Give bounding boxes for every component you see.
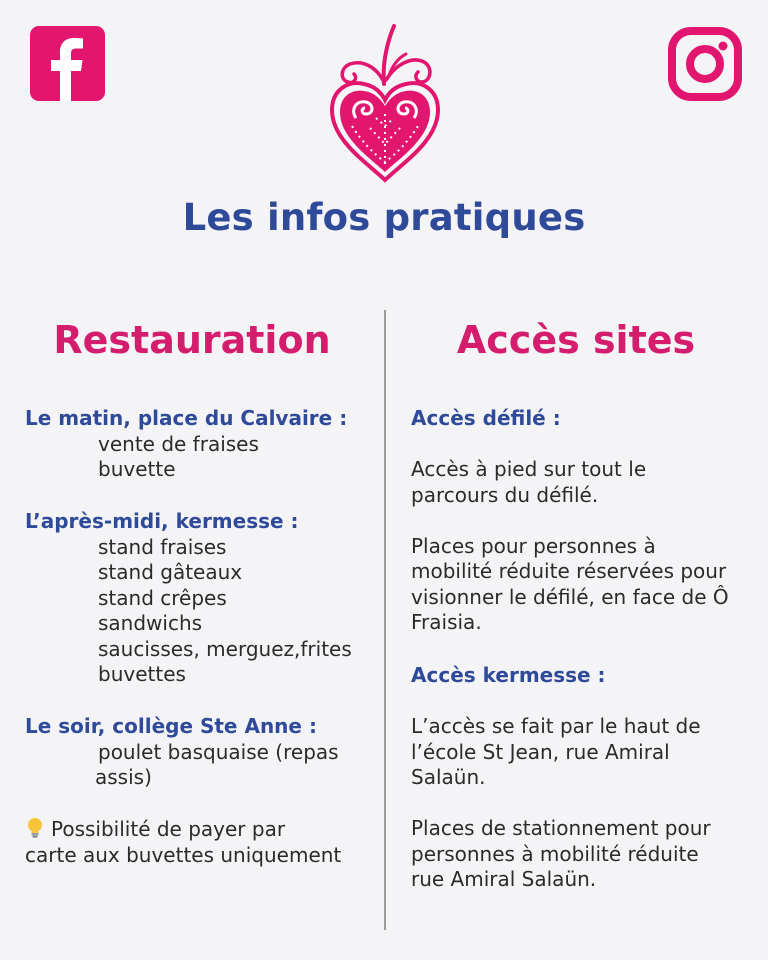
paragraph-line: parcours du défilé. [411,482,599,507]
paragraph-line: visionner le défilé, en face de Ô [411,584,729,609]
paragraph-line: personnes à mobilité réduite [411,841,699,866]
restauration-heading: Restauration [53,318,331,362]
acces-defile-title: Accès défilé : [411,406,561,430]
paragraph-line: rue Amiral Salaün. [411,867,597,891]
list-item: vente de fraises [98,431,259,456]
list-item: buvette [98,457,176,481]
page-title: Les infos pratiques [182,196,586,239]
acces-kermesse-section [411,663,711,893]
paragraph-line: Places pour personnes à [411,533,656,558]
paragraph-line: mobilité réduite réservées pour [411,559,727,583]
afternoon-section [25,509,352,688]
paragraph-line: l’école St Jean, rue Amiral [411,739,670,764]
payment-line-1: Possibilité de payer par [51,817,286,841]
payment-note [25,817,341,868]
paragraph-line: Salaün. [411,765,486,789]
facebook-icon[interactable] [30,26,105,101]
list-item: stand gâteaux [98,560,243,584]
instagram-icon[interactable] [668,27,742,101]
acces-kermesse-title: Accès kermesse : [411,663,606,687]
list-item: stand crêpes [98,585,227,610]
acces-heading: Accès sites [456,318,696,362]
evening-title: Le soir, collège Ste Anne : [25,714,317,738]
strawberry-heart-icon [326,22,444,184]
list-item: buvettes [98,662,186,686]
morning-section [25,406,347,483]
list-item: assis) [95,765,152,789]
list-item: sandwichs [98,611,203,635]
paragraph-line: Accès à pied sur tout le [411,457,647,481]
column-divider [384,310,386,930]
paragraph-line: Fraisia. [411,610,482,634]
list-item: saucisses, merguez,frites [98,636,352,661]
evening-section [25,714,339,791]
list-item: poulet basquaise (repas [98,739,339,764]
acces-defile-section [411,406,729,636]
list-item: stand fraises [98,534,227,559]
lightbulb-icon [25,817,45,839]
paragraph-line: Places de stationnement pour [411,816,711,840]
paragraph-line: L’accès se fait par le haut de [411,714,701,738]
morning-title: Le matin, place du Calvaire : [25,406,348,430]
payment-line-2: carte aux buvettes uniquement [25,842,342,867]
afternoon-title: L’après-midi, kermesse : [25,509,299,533]
